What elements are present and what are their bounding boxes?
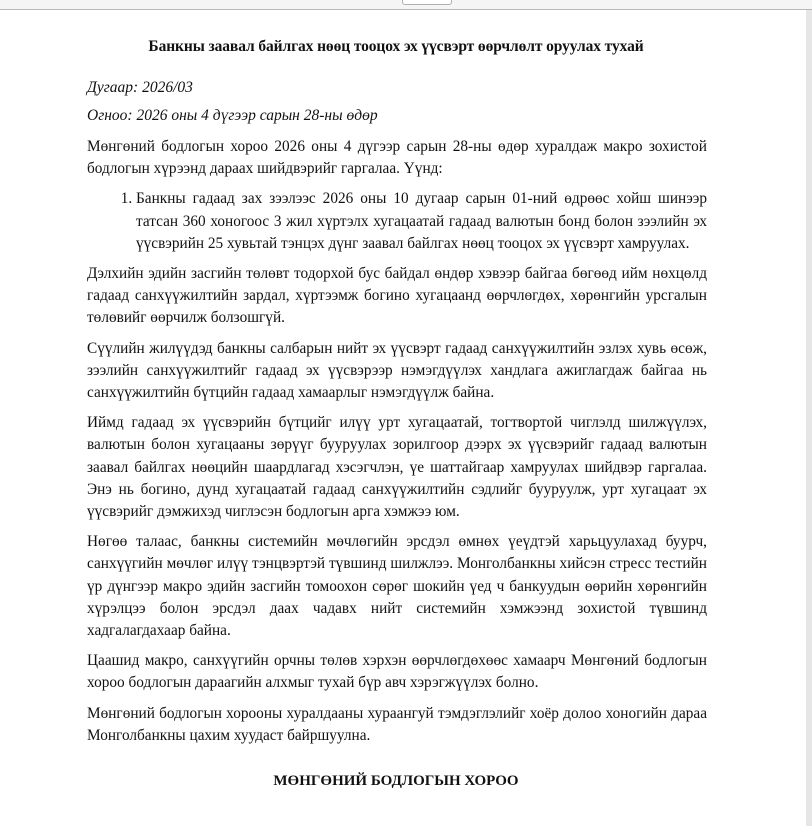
decision-item: 1. Банкны гадаад зах зээлээс 2026 оны 10 дугаар сарын 01-ний өдрөөс хойш шинээр татсан 360 хоногоос 3 жил хүртэлх хугацаатай гадаад валютын бонд болон зээлийн эх үүсвэрийн 25 хувьтай тэнцэх дүнг заавал байлгах нөөц тооцох эх үүсвэрт хамруулах. (136, 188, 707, 255)
viewer-toolbar (0, 0, 812, 10)
body-paragraph: Мөнгөний бодлогын хорооны хуралдааны хураангуй тэмдэглэлийг хоёр долоо хоногийн дараа Монголбанкны цахим хуудаст байршуулна. (87, 704, 707, 744)
toolbar-tab-handle[interactable] (402, 0, 452, 5)
committee-signature: МӨНГӨНИЙ БОДЛОГЫН ХОРОО (273, 773, 519, 789)
document-date: Огноо: 2026 оны 4 дүгээр сарын 28-ны өдөр (87, 107, 378, 124)
decision-list (87, 188, 707, 255)
body-paragraph: Сүүлийн жилүүдэд банкны салбарын нийт эх үүсвэрт гадаад санхүүжилтийн эзлэх хувь өсөж, зээлийн санхүүжилтийг гадаад эх үүсвэрээр нэмэгдүүлэх хандлага ажиглагдаж байгаа нь санхүүжилтийн бүтцийн гадаад хамаарлыг нэмэгдүүлж байна. (87, 339, 707, 402)
body-paragraph: Иймд гадаад эх үүсвэрийн бүтцийг илүү урт хугацаатай, тогтвортой чиглэлд шилжүүлэх, валютын болон хугацааны зөрүүг бууруулах зорилгоор дээрх эх үүсвэрийг гадаад валютын заавал байлгах нөөцийн шаардлагад хэсэгчлэн, үе шаттайгаар хамруулах шийдвэр гаргалаа. Энэ нь богино, дунд хугацаатай гадаад санхүүжилтийн сэдлийг бууруулж, урт хугацаат эх үүсвэрийг дэмжихэд чиглэсэн бодлогын арга хэмжээ юм. (87, 414, 707, 521)
intro-paragraph: Мөнгөний бодлогын хороо 2026 оны 4 дүгээр сарын 28-ны өдөр хуралдаж макро зохистой бодлогын хүрээнд дараах шийдвэрийг гаргалаа. Үүнд: (87, 138, 707, 178)
body-paragraph: Дэлхийн эдийн засгийн төлөвт тодорхой бус байдал өндөр хэвээр байгаа бөгөөд ийм нөхцөлд гадаад санхүүжилтийн зардал, хүртээмж богино хугацаанд өөрчлөгдөх, хөрөнгийн урсгалын төлөвийг өөрчилж болзошгүй. (87, 265, 707, 327)
document-title: Банкны заавал байлгах нөөц тооцох эх үүсвэрт өөрчлөлт оруулах тухай (148, 38, 644, 55)
body-paragraph: Нөгөө талаас, банкны системийн мөчлөгийн эрсдэл өмнөх үеүдтэй харьцуулахад буурч, санхүүгийн мөчлөг илүү тэнцвэртэй түвшинд шилжлээ. Монголбанкны хийсэн стресс тестийн үр дүнгээр макро эдийн засгийн томоохон сөрөг шокийн үед ч банкуудын өөрийн хөрөнгийн хүрэлцээ болон эрсдэл даах чадавх нийт системийн хэмжээнд зохистой түвшинд хадгалагдахаар байна. (87, 533, 707, 640)
scrollbar-track[interactable] (806, 10, 812, 826)
document-number: Дугаар: 2026/03 (87, 79, 193, 96)
body-paragraph: Цаашид макро, санхүүгийн орчны төлөв хэрхэн өөрчлөгдөхөөс хамаарч Мөнгөний бодлогын хороо бодлогын дараагийн алхмыг тухай бүр авч хэрэгжүүлэх болно. (87, 652, 707, 692)
document-body (87, 136, 707, 755)
document-page (0, 10, 806, 826)
